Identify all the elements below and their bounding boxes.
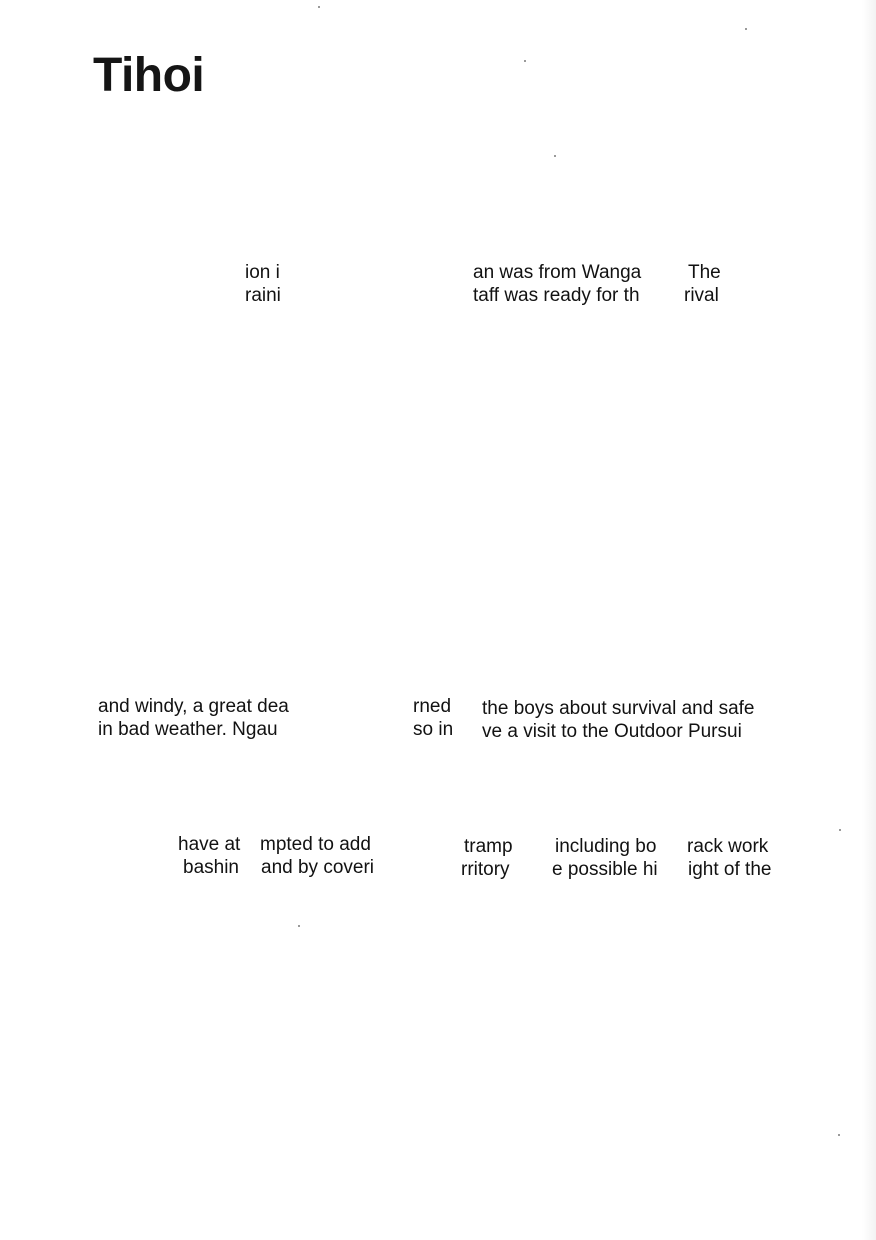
scan-speck [318,6,320,8]
scan-speck [298,925,300,927]
text-fragment: taff was ready for th [473,285,640,306]
text-fragment: bashin [183,857,239,878]
text-fragment: an was from Wanga [473,262,642,283]
scan-speck [838,1134,840,1136]
scan-edge-shadow [862,0,876,1240]
text-fragment: ight of the [688,859,772,880]
scan-speck [524,60,526,62]
text-fragment: ion i [245,262,280,283]
text-fragment: The [688,262,721,283]
scan-speck [745,28,747,30]
text-fragment: and windy, a great dea [98,696,289,717]
text-fragment: e possible hi [552,859,658,880]
scan-speck [839,829,841,831]
text-fragment: tramp [464,836,513,857]
text-fragment: mpted to add [260,834,371,855]
text-fragment: have at [178,834,241,855]
text-fragment: including bo [555,836,657,857]
page-title: Tihoi [93,49,205,102]
text-fragment: rival [684,285,719,306]
text-fragment: rack work [687,836,769,857]
text-fragment: rritory [461,859,510,880]
text-fragment: so in [413,719,454,740]
text-fragment: raini [245,285,281,306]
text-fragment: ve a visit to the Outdoor Pursui [482,721,742,742]
scan-speck [554,155,556,157]
text-fragment: rned [413,696,452,717]
text-fragment: in bad weather. Ngau [98,719,278,740]
text-fragment: the boys about survival and safe [482,698,755,719]
text-fragment: and by coveri [261,857,375,878]
